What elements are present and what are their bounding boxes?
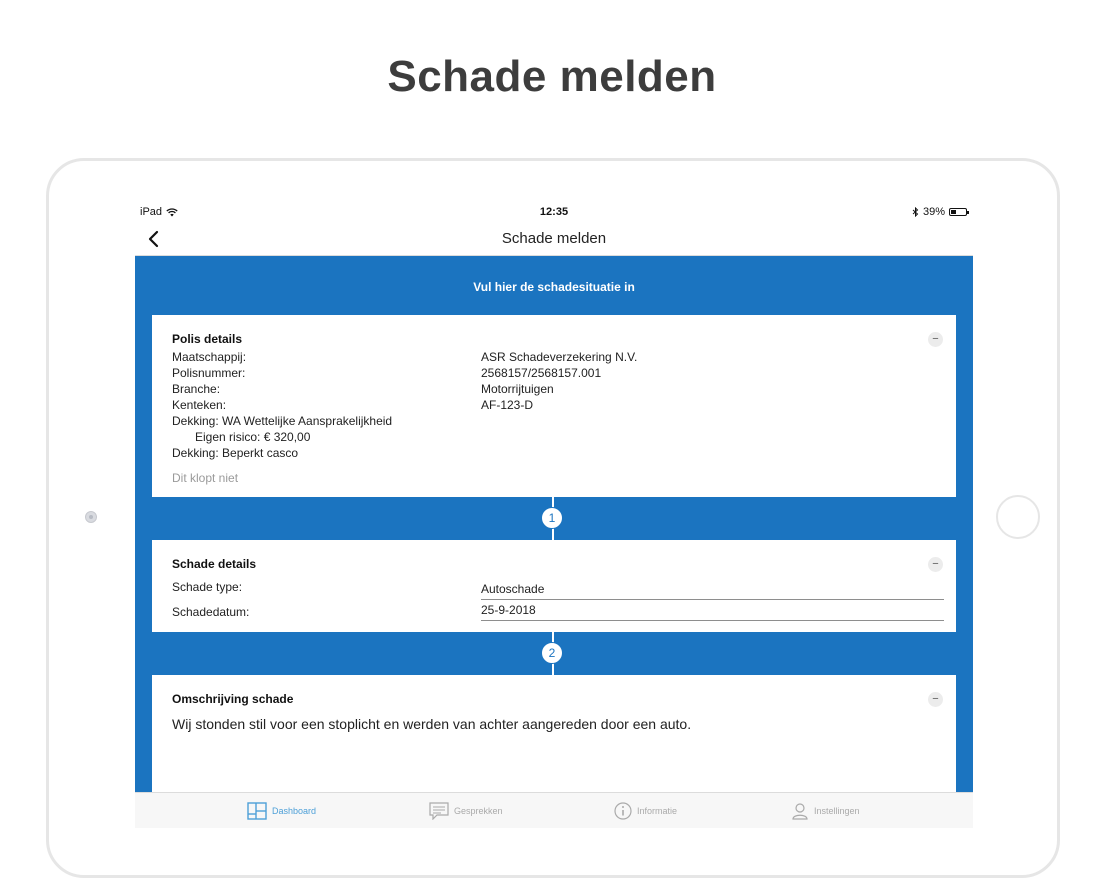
label-schadedatum: Schadedatum: <box>172 605 250 619</box>
value-maatschappij: ASR Schadeverzekering N.V. <box>481 350 638 364</box>
label-schade-type: Schade type: <box>172 580 243 594</box>
label-branche: Branche: <box>172 382 221 396</box>
status-time: 12:35 <box>539 206 569 218</box>
coverage-casco: Dekking: Beperkt casco <box>172 446 299 460</box>
polis-collapse-button[interactable]: − <box>928 332 943 347</box>
nav-title: Schade melden <box>501 230 607 247</box>
tab-gesprekken[interactable] <box>429 793 503 828</box>
device-name: iPad <box>140 206 163 218</box>
step-indicator: 1 <box>541 507 563 529</box>
schadedatum-field[interactable]: 25-9-2018 <box>481 603 944 621</box>
coverage-wa: Dekking: WA Wettelijke Aansprakelijkheid <box>172 414 393 428</box>
home-button[interactable] <box>996 495 1040 539</box>
label-polisnummer: Polisnummer: <box>172 366 246 380</box>
omschrijving-title: Omschrijving schade <box>172 692 294 706</box>
tab-dashboard[interactable] <box>247 793 316 828</box>
battery-icon <box>949 208 967 216</box>
label-maatschappij: Maatschappij: <box>172 350 247 364</box>
omschrijving-card <box>152 675 956 805</box>
polis-details-card <box>152 315 956 497</box>
value-kenteken: AF-123-D <box>481 398 534 412</box>
navigation-bar <box>135 222 973 256</box>
battery-percent: 39% <box>922 206 945 218</box>
eigen-risico: Eigen risico: € 320,00 <box>195 430 311 444</box>
tab-label: Informatie <box>637 806 678 816</box>
app-screen <box>135 202 973 828</box>
page-title: Schade melden <box>387 52 717 101</box>
tab-instellingen[interactable] <box>791 793 860 828</box>
camera-icon <box>85 511 97 523</box>
step-indicator: 2 <box>541 642 563 664</box>
value-branche: Motorrijtuigen <box>481 382 554 396</box>
instruction-text: Vul hier de schadesituatie in <box>473 280 635 294</box>
dashboard-icon <box>247 802 267 820</box>
tab-informatie[interactable] <box>614 793 677 828</box>
tab-bar <box>135 792 973 828</box>
value-polisnummer: 2568157/2568157.001 <box>481 366 602 380</box>
user-icon <box>791 802 809 820</box>
tab-label: Instellingen <box>814 806 860 816</box>
tab-label: Dashboard <box>272 806 317 816</box>
schade-details-title: Schade details <box>172 557 257 571</box>
omschrijving-collapse-button[interactable]: − <box>928 692 943 707</box>
tab-label: Gesprekken <box>454 806 503 816</box>
info-icon <box>614 802 632 820</box>
status-bar <box>135 202 973 222</box>
label-kenteken: Kenteken: <box>172 398 227 412</box>
dit-klopt-niet-link[interactable]: Dit klopt niet <box>172 471 239 485</box>
schade-collapse-button[interactable]: − <box>928 557 943 572</box>
polis-details-title: Polis details <box>172 332 243 346</box>
schade-type-field[interactable]: Autoschade <box>481 582 944 600</box>
chat-icon <box>429 802 449 820</box>
bluetooth-icon <box>912 207 919 217</box>
omschrijving-text[interactable]: Wij stonden stil voor een stoplicht en werden van achter aangereden door een auto. <box>172 716 692 732</box>
schade-details-card <box>152 540 956 632</box>
